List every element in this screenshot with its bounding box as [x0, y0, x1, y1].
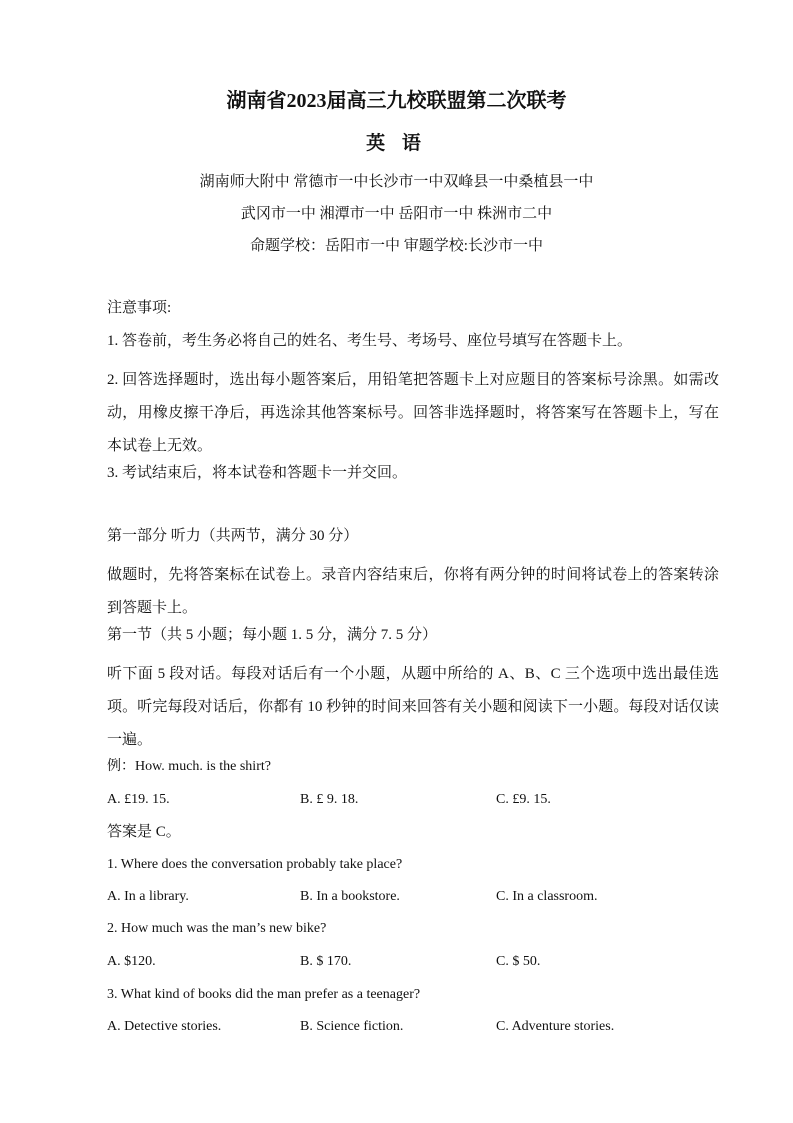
- exam-subject: 英 语: [366, 133, 427, 154]
- question-2: 2. How much was the man’s new bike?: [107, 921, 327, 936]
- setter-schools: 命题学校：岳阳市一中 审题学校:长沙市一中: [250, 238, 543, 254]
- question-2-option-b: B. $ 170.: [300, 954, 352, 969]
- notice-item-3: 3. 考试结束后，将本试卷和答题卡一并交回。: [107, 465, 408, 481]
- section1-instruction: 听下面 5 段对话。每段对话后有一个小题，从题中所给的 A、B、C 三个选项中选出最佳选项。听完每段对话后，你都有 10 秒钟的时间来回答有关小题和阅读下一小题。每段对话仅读一遍。: [107, 666, 719, 748]
- part1-heading: 第一部分 听力（共两节，满分 30 分）: [107, 528, 359, 544]
- example-answer: 答案是 C。: [107, 824, 181, 840]
- part1-instruction: 做题时，先将答案标在试卷上。录音内容结束后，你将有两分钟的时间将试卷上的答案转涂到答题卡上。: [107, 567, 719, 616]
- notice-heading: 注意事项:: [107, 300, 172, 316]
- notice-item-2: 2. 回答选择题时，选出每小题答案后，用铅笔把答题卡上对应题目的答案标号涂黑。如需改动，用橡皮擦干净后，再选涂其他答案标号。回答非选择题时，将答案写在答题卡上，写在本试卷上无效。: [107, 372, 719, 454]
- example-option-a: A. £19. 15.: [107, 792, 170, 807]
- notice-item-1: 1. 答卷前，考生务必将自己的姓名、考生号、考场号、座位号填写在答题卡上。: [107, 333, 633, 349]
- question-3-option-b: B. Science fiction.: [300, 1019, 404, 1034]
- question-3-option-a: A. Detective stories.: [107, 1019, 222, 1034]
- question-2-option-c: C. $ 50.: [496, 954, 541, 969]
- schools-line-2: 武冈市一中 湘潭市一中 岳阳市一中 株洲市二中: [240, 206, 553, 222]
- example-question: 例：How. much. is the shirt?: [107, 759, 271, 774]
- question-3-option-c: C. Adventure stories.: [496, 1019, 615, 1034]
- schools-line-1: 湖南师大附中 常德市一中长沙市一中双峰县一中桑植县一中: [199, 174, 594, 190]
- exam-title: 湖南省2023届高三九校联盟第二次联考: [226, 90, 567, 112]
- question-1: 1. Where does the conversation probably take place?: [107, 857, 403, 872]
- example-option-b: B. £ 9. 18.: [300, 792, 359, 807]
- question-1-option-c: C. In a classroom.: [496, 889, 598, 904]
- question-1-option-a: A. In a library.: [107, 889, 189, 904]
- question-2-option-a: A. $120.: [107, 954, 156, 969]
- example-option-c: C. £9. 15.: [496, 792, 551, 807]
- section1-heading: 第一节（共 5 小题；每小题 1. 5 分，满分 7. 5 分）: [107, 627, 438, 643]
- question-3: 3. What kind of books did the man prefer as a teenager?: [107, 987, 421, 1002]
- question-1-option-b: B. In a bookstore.: [300, 889, 400, 904]
